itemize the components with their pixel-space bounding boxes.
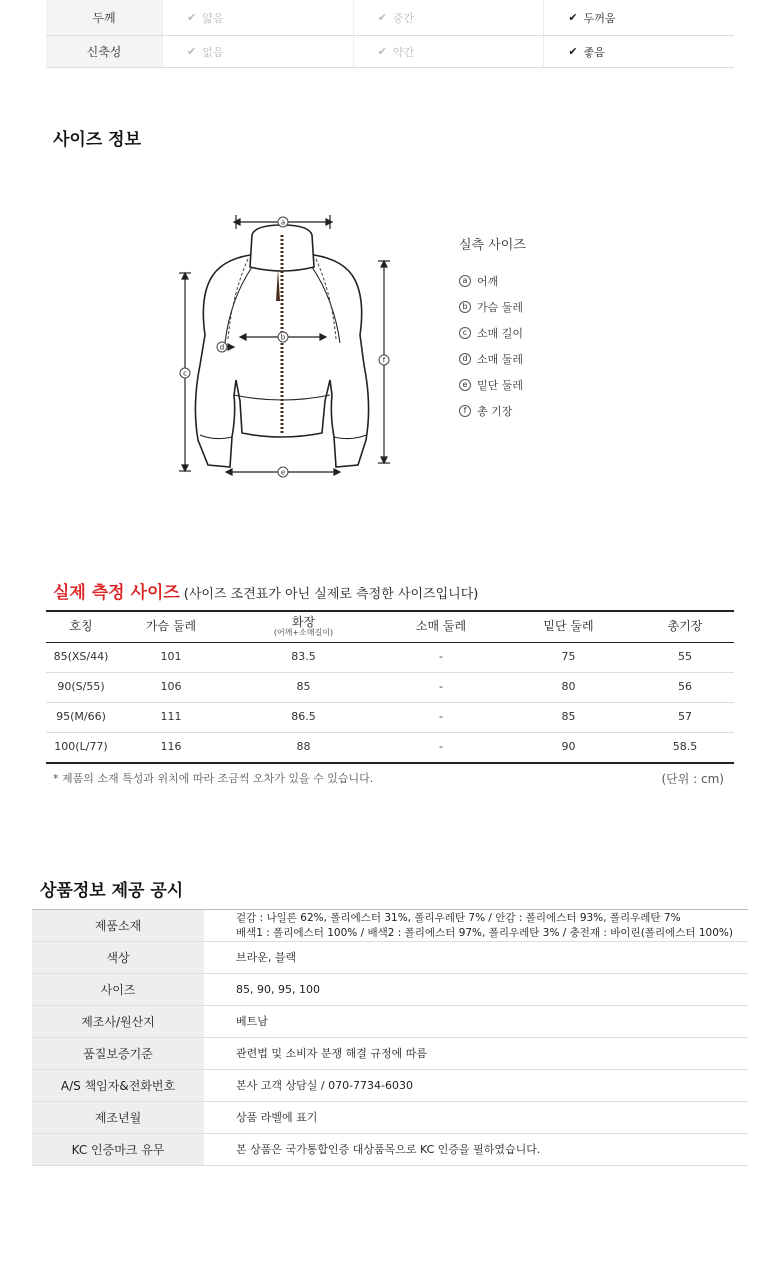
- legend-item: d 소매 둘레: [459, 351, 523, 367]
- check-icon: ✔: [377, 45, 387, 58]
- check-icon: ✔: [187, 11, 197, 24]
- size-table-header: 호칭 가슴 둘레 화장 (어깨+소매길이) 소매 둘레 밑단 둘레 총기장: [46, 610, 734, 643]
- legend-item: b 가슴 둘레: [459, 299, 523, 315]
- attr-label: 신축성: [46, 36, 162, 67]
- table-row: 100(L/77) 116 88 - 90 58.5: [46, 733, 734, 764]
- table-row: KC 인증마크 유무 본 상품은 국가통합인증 대상품목으로 KC 인증을 필하였습니다.: [32, 1134, 748, 1166]
- attribute-table: [46, 0, 734, 68]
- check-icon: ✔: [568, 45, 578, 58]
- table-row: 사이즈 85, 90, 95, 100: [32, 974, 748, 1006]
- check-icon: ✔: [187, 45, 197, 58]
- legend-item: a 어깨: [459, 273, 498, 289]
- measure-subtitle: (사이즈 조견표가 아닌 실제로 측정한 사이즈입니다): [183, 587, 479, 602]
- size-info-title: 사이즈 정보: [53, 130, 142, 150]
- table-row: 색상 브라운, 블랙: [32, 942, 748, 974]
- svg-text:c: c: [183, 369, 187, 378]
- check-icon: ✔: [377, 11, 387, 24]
- table-row: 제조사/원산지 베트남: [32, 1006, 748, 1038]
- size-table: [46, 610, 734, 764]
- measure-title: 실제 측정 사이즈 (사이즈 조견표가 아닌 실제로 측정한 사이즈입니다): [53, 583, 479, 603]
- table-row: A/S 책임자&전화번호 본사 고객 상담실 / 070-7734-6030: [32, 1070, 748, 1102]
- table-row: 90(S/55) 106 85 - 80 56: [46, 673, 734, 703]
- table-row: 품질보증기준 관련법 및 소비자 분쟁 해결 규정에 따름: [32, 1038, 748, 1070]
- attr-option: ✔ 얇음: [162, 0, 353, 35]
- jacket-diagram: [170, 205, 400, 485]
- svg-text:f: f: [382, 356, 386, 365]
- attr-option-selected: ✔ 두꺼움: [543, 0, 734, 35]
- legend-title: 실측 사이즈: [459, 238, 526, 253]
- svg-text:d: d: [219, 343, 225, 352]
- attr-label: 두께: [46, 0, 162, 35]
- measure-unit: (단위 : cm): [661, 772, 724, 786]
- attr-option: ✔ 약간: [353, 36, 544, 67]
- table-row: 85(XS/44) 101 83.5 - 75 55: [46, 643, 734, 673]
- svg-text:b: b: [280, 333, 286, 342]
- attr-row-stretch: [46, 36, 734, 68]
- table-row: 제조년월 상품 라벨에 표기: [32, 1102, 748, 1134]
- svg-text:a: a: [280, 218, 286, 227]
- attr-option: ✔ 중간: [353, 0, 544, 35]
- svg-text:e: e: [280, 468, 286, 477]
- product-info-table: [32, 909, 748, 1166]
- product-info-title: 상품정보 제공 공시: [40, 881, 184, 901]
- check-icon: ✔: [568, 11, 578, 24]
- legend-item: f 총 기장: [459, 403, 512, 419]
- attr-row-thickness: [46, 0, 734, 36]
- measure-note: * 제품의 소재 특성과 위치에 따라 조금씩 오차가 있을 수 있습니다.: [53, 772, 374, 785]
- table-row: 제품소재 겉감 : 나일론 62%, 폴리에스터 31%, 폴리우레탄 7% / 안감 : 폴리에스터 93%, 폴리우레탄 7% 배색1 : 폴리에스터 100% / 배색2 : 폴리에스터 97%, 폴리우레탄 3% / 충전재 : 바이린(폴리에스터 100%): [32, 910, 748, 942]
- attr-option: ✔ 없음: [162, 36, 353, 67]
- legend-item: c 소매 길이: [459, 325, 523, 341]
- attr-option-selected: ✔ 좋음: [543, 36, 734, 67]
- legend-item: e 밑단 둘레: [459, 377, 523, 393]
- table-row: 95(M/66) 111 86.5 - 85 57: [46, 703, 734, 733]
